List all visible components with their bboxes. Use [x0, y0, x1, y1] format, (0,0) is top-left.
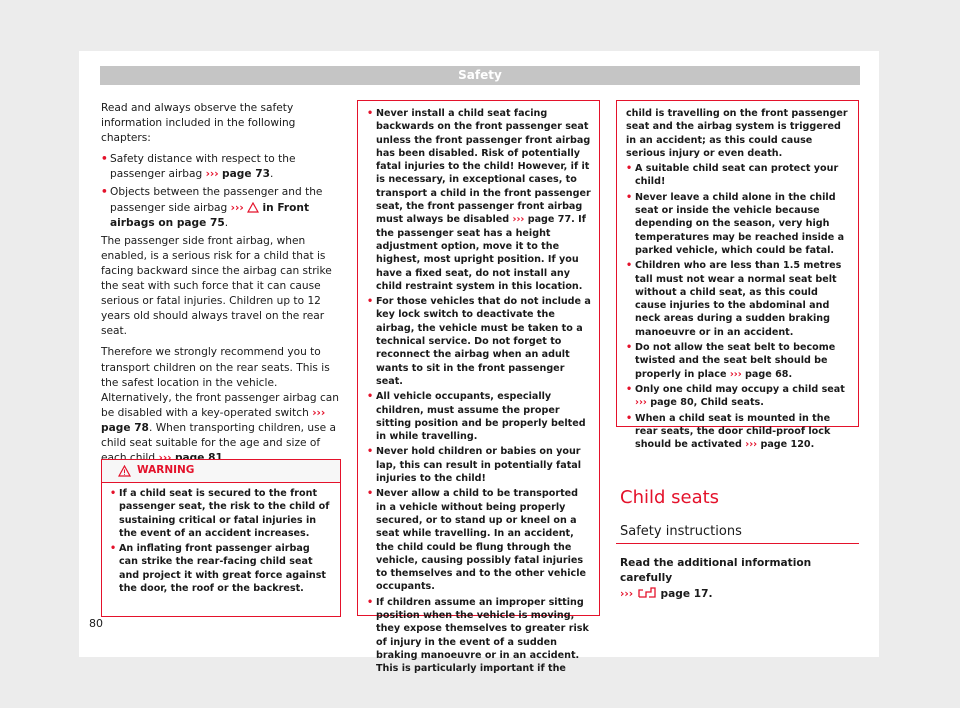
arrow-icon: ›››: [312, 406, 326, 419]
list-item: • Objects between the passenger and the passenger side airbag ››› in Front airbags on page 75.: [101, 186, 323, 229]
bullet-icon: •: [110, 488, 117, 499]
list-item: • Children who are less than 1.5 metres tall must not wear a normal seat belt without a child seat, as this could cause injuries to the abdominal and neck areas during a sudden braking manoeuvre or in an accident.: [626, 260, 842, 338]
bullet-icon: •: [626, 260, 633, 272]
list-item: • If a child seat is secured to the front passenger seat, the risk to the child of sustaining critical or fatal injuries in the event of an accident increases.: [110, 488, 330, 539]
page-link[interactable]: page 17: [660, 588, 709, 600]
page-header: Safety: [100, 66, 860, 85]
paragraph: Therefore we strongly recommend you to transport children on the rear seats. This is the safest location in the vehicle. Alternatively, the front passenger airbag can be disabled with a key-operated switch ››› page 78. When transporting children, use a child seat suitable for the age and size of: [101, 345, 339, 466]
bullet-icon: •: [626, 412, 633, 424]
bullet-icon: •: [367, 488, 374, 500]
list-item: • An inflating front passenger airbag can strike the rear-facing child seat and project it with great force against the door, the roof or the backrest.: [110, 543, 326, 595]
bullet-icon: •: [367, 446, 374, 458]
page-link[interactable]: page 120: [760, 439, 811, 451]
page-link[interactable]: page 68: [745, 368, 789, 380]
bullet-icon: •: [367, 596, 374, 608]
bullet-icon: •: [101, 153, 108, 166]
page-link[interactable]: page 78: [101, 421, 149, 434]
bullet-icon: •: [626, 163, 633, 175]
list-item: • A suitable child seat can protect your child!: [626, 163, 839, 188]
list-item: • Safety distance with respect to the passenger airbag ››› page 73.: [101, 153, 296, 181]
warning-box: [357, 100, 600, 675]
arrow-icon: ›››: [230, 201, 244, 214]
read-more-note: Read the additional information carefully ››› page 17.: [620, 557, 812, 600]
list-item: • If children assume an improper sitting position when the vehicle is moving, they expose themselves to greater risk of injury in the event of a sudden braking manoeuvre or in an accident. This is particularly important if the: [367, 596, 589, 675]
column-1: [101, 101, 339, 472]
arrow-icon: ›››: [729, 368, 742, 380]
list-item: • Never install a child seat facing backwards on the front passenger seat unless the front passenger front airbag has been disabled. Risk of potentially fatal injuries to the child! However, if it is necessary, in exceptional cases, to transport a child in the front passenger seat, the front passenger front airbag must always be disabled ››› page 77. If the passenger seat has a height adjustment option, move it to the highest, most upright position. If you have a fixed seat, do not install any child restraint system in this location.: [367, 108, 591, 292]
section-subtitle: Safety instructions: [620, 524, 742, 539]
list-item: • Never hold children or babies on your lap, this can result in potentially fatal injuries to the child!: [367, 446, 582, 485]
bullet-icon: •: [367, 108, 374, 119]
warning-box: [616, 100, 859, 451]
bullet-icon: •: [110, 543, 117, 555]
warning-triangle-icon: [118, 465, 131, 477]
list-item: • For those vehicles that do not include a key lock switch to deactivate the airbag, the vehicle must be taken to a technical service. Do not forget to reconnect the airbag when an adult wants to sit in the front passenger seat.: [367, 296, 591, 387]
arrow-icon: ›››: [205, 168, 219, 181]
list-item: • All vehicle occupants, especially children, must assume the proper sitting position and be properly belted in while travelling.: [367, 391, 586, 443]
paragraph: The passenger side front airbag, when enabled, is a serious risk for a child that is facing backward since the airbag can strike the seat with such force that it can cause serious or fatal injuries. Children up to 12 years old should always travel on the rear seat.: [101, 234, 332, 338]
page-link[interactable]: page 77: [527, 214, 572, 226]
warning-label: WARNING: [137, 464, 195, 477]
page-link[interactable]: page 73: [222, 168, 270, 181]
section-divider: [616, 543, 859, 544]
arrow-icon: ›››: [635, 397, 647, 409]
warning-continued-text: child is travelling on the front passenger seat and the airbag system is triggered in an accident; as this could cause serious injury or even death.: [626, 108, 848, 159]
list-item: • Do not allow the seat belt to become twisted and the seat belt should be properly in place ››› page 68.: [626, 342, 836, 380]
list-item: • Only one child may occupy a child seat ››› page 80, Child seats.: [626, 383, 845, 409]
bullet-icon: •: [626, 342, 633, 354]
bullet-icon: •: [101, 186, 108, 199]
arrow-icon: ›››: [745, 439, 758, 451]
list-item: • Never allow a child to be transported in a vehicle without being properly secured, or to stand up or kneel on a seat while travelling. In an accident, the child could be flung through the vehicle, causing possibly fatal injuries to themselves and to the other vehicle occupants.: [367, 488, 586, 593]
bullet-icon: •: [367, 391, 374, 403]
bullet-icon: •: [626, 383, 633, 395]
list-item: • Never leave a child alone in the child seat or inside the vehicle because depending on the season, very high temperatures may be reached inside a parked vehicle, which could be fatal.: [626, 191, 845, 256]
page-link[interactable]: page 80, Child seats: [650, 397, 761, 409]
arrow-icon: ›››: [620, 588, 634, 600]
bullet-icon: •: [626, 191, 633, 203]
intro-text: Read and always observe the safety information included in the following chapters:: [101, 102, 296, 145]
page-link[interactable]: in Front airbags on page 75: [110, 201, 310, 229]
section-title: Child seats: [620, 487, 720, 508]
page-number: 80: [89, 617, 103, 630]
child-seat-icon: [637, 586, 657, 599]
arrow-icon: ›››: [512, 214, 525, 226]
bullet-icon: •: [367, 296, 374, 308]
list-item: • When a child seat is mounted in the rear seats, the door child-proof lock should be activated ››› page 120.: [626, 412, 831, 451]
warning-triangle-icon: [247, 202, 259, 213]
warning-box: [101, 459, 341, 617]
warning-header: [102, 460, 340, 483]
